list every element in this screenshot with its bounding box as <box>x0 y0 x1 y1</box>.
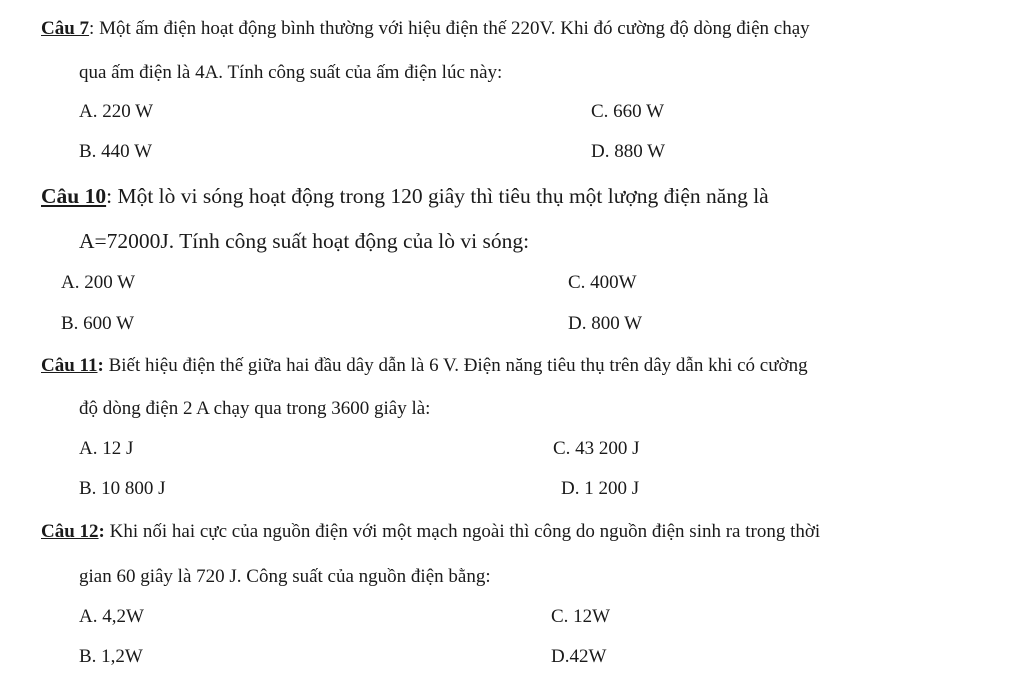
question-12-text-line1: Khi nối hai cực của nguồn điện với một mạch ngoài thì công do nguồn điện sinh ra trong thời <box>104 521 821 542</box>
question-10-text-line1: Một lò vi sóng hoạt động trong 120 giây thì tiêu thụ một lượng điện năng là <box>112 184 769 208</box>
question-7-text-line2: qua ấm điện là 4A. Tính công suất của ấm điện lúc này: <box>79 62 503 83</box>
question-12-colon: : <box>98 521 105 542</box>
question-7-option-d[interactable]: D. 880 W <box>591 141 666 162</box>
question-10-text-line2: A=72000J. Tính công suất hoạt động của lò vi sóng: <box>79 229 530 253</box>
question-7-text-line1: Một ấm điện hoạt động bình thường với hiệu điện thế 220V. Khi đó cường độ dòng điện chạy <box>94 18 810 39</box>
question-10-option-d[interactable]: D. 800 W <box>568 313 643 334</box>
question-11-label: Câu 11 <box>41 355 98 376</box>
question-7-option-a[interactable]: A. 220 W <box>79 101 154 122</box>
question-11-text-line2: độ dòng điện 2 A chạy qua trong 3600 giây là: <box>79 398 431 419</box>
question-11-option-c[interactable]: C. 43 200 J <box>553 438 640 459</box>
question-10-line1 <box>41 186 769 208</box>
question-12-label: Câu 12 <box>41 521 99 542</box>
question-10-option-b[interactable]: B. 600 W <box>61 313 135 334</box>
question-11-option-d[interactable]: D. 1 200 J <box>561 478 640 499</box>
question-7-label: Câu 7 <box>41 18 90 39</box>
question-12-option-b[interactable]: B. 1,2W <box>79 646 143 667</box>
question-11-option-b[interactable]: B. 10 800 J <box>79 478 166 499</box>
question-10-colon: : <box>106 184 113 208</box>
question-12-option-c[interactable]: C. 12W <box>551 606 611 627</box>
question-7-option-c[interactable]: C. 660 W <box>591 101 665 122</box>
question-11-option-a[interactable]: A. 12 J <box>79 438 134 459</box>
question-7-option-b[interactable]: B. 440 W <box>79 141 153 162</box>
question-11-colon: : <box>97 355 104 376</box>
question-12-text-line2: gian 60 giây là 720 J. Công suất của nguồn điện bằng: <box>79 566 491 587</box>
question-12-option-d[interactable]: D.42W <box>551 646 607 667</box>
question-11-line1 <box>41 356 808 375</box>
question-7-line1 <box>41 19 810 38</box>
question-10-option-c[interactable]: C. 400W <box>568 272 637 293</box>
question-12-option-a[interactable]: A. 4,2W <box>79 606 144 627</box>
question-7-colon: : <box>89 18 95 39</box>
question-12-line1 <box>41 522 820 541</box>
question-11-text-line1: Biết hiệu điện thế giữa hai đầu dây dẫn là 6 V. Điện năng tiêu thụ trên dây dẫn khi có cường <box>103 355 808 376</box>
question-10-option-a[interactable]: A. 200 W <box>61 272 136 293</box>
question-10-label: Câu 10 <box>41 184 107 208</box>
